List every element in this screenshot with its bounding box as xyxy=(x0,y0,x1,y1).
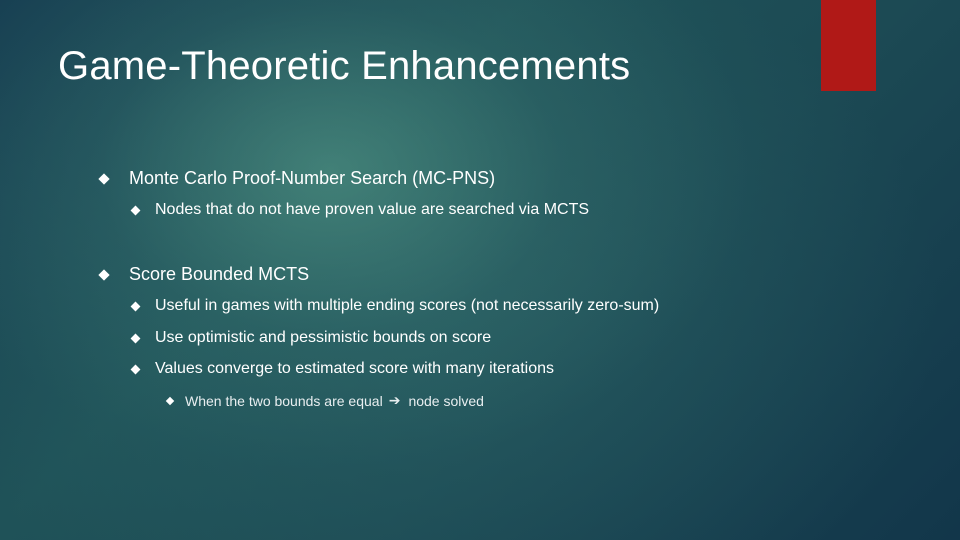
sub-sub-bullet-text-before: When the two bounds are equal xyxy=(185,392,383,409)
sub-bullet-text: Useful in games with multiple ending scores (not necessarily zero-sum) xyxy=(155,297,660,314)
bullet-item xyxy=(98,264,309,285)
diamond-bullet-icon xyxy=(131,301,141,311)
sub-bullet-item xyxy=(130,201,589,219)
sub-bullet-item xyxy=(130,360,554,378)
sub-sub-bullet-item xyxy=(165,392,484,409)
bullet-text: Monte Carlo Proof-Number Search (MC-PNS) xyxy=(129,168,496,188)
bullet-item xyxy=(98,168,495,189)
diamond-bullet-icon xyxy=(131,364,141,374)
sub-bullet-text: Use optimistic and pessimistic bounds on score xyxy=(155,329,492,346)
sub-bullet-text: Nodes that do not have proven value are searched via MCTS xyxy=(155,201,590,218)
right-arrow-icon: ➔ xyxy=(388,392,401,408)
diamond-bullet-icon xyxy=(166,396,174,404)
diamond-bullet-icon xyxy=(98,173,109,184)
sub-bullet-item xyxy=(130,329,491,347)
diamond-bullet-icon xyxy=(131,333,141,343)
sub-bullet-item xyxy=(130,297,659,315)
sub-sub-bullet-text-after: node solved xyxy=(408,392,484,409)
bullet-text: Score Bounded MCTS xyxy=(129,264,310,284)
accent-bar xyxy=(821,0,876,91)
slide-title: Game-Theoretic Enhancements xyxy=(58,44,631,88)
diamond-bullet-icon xyxy=(131,205,141,215)
diamond-bullet-icon xyxy=(98,269,109,280)
sub-bullet-text: Values converge to estimated score with many iterations xyxy=(155,360,555,377)
